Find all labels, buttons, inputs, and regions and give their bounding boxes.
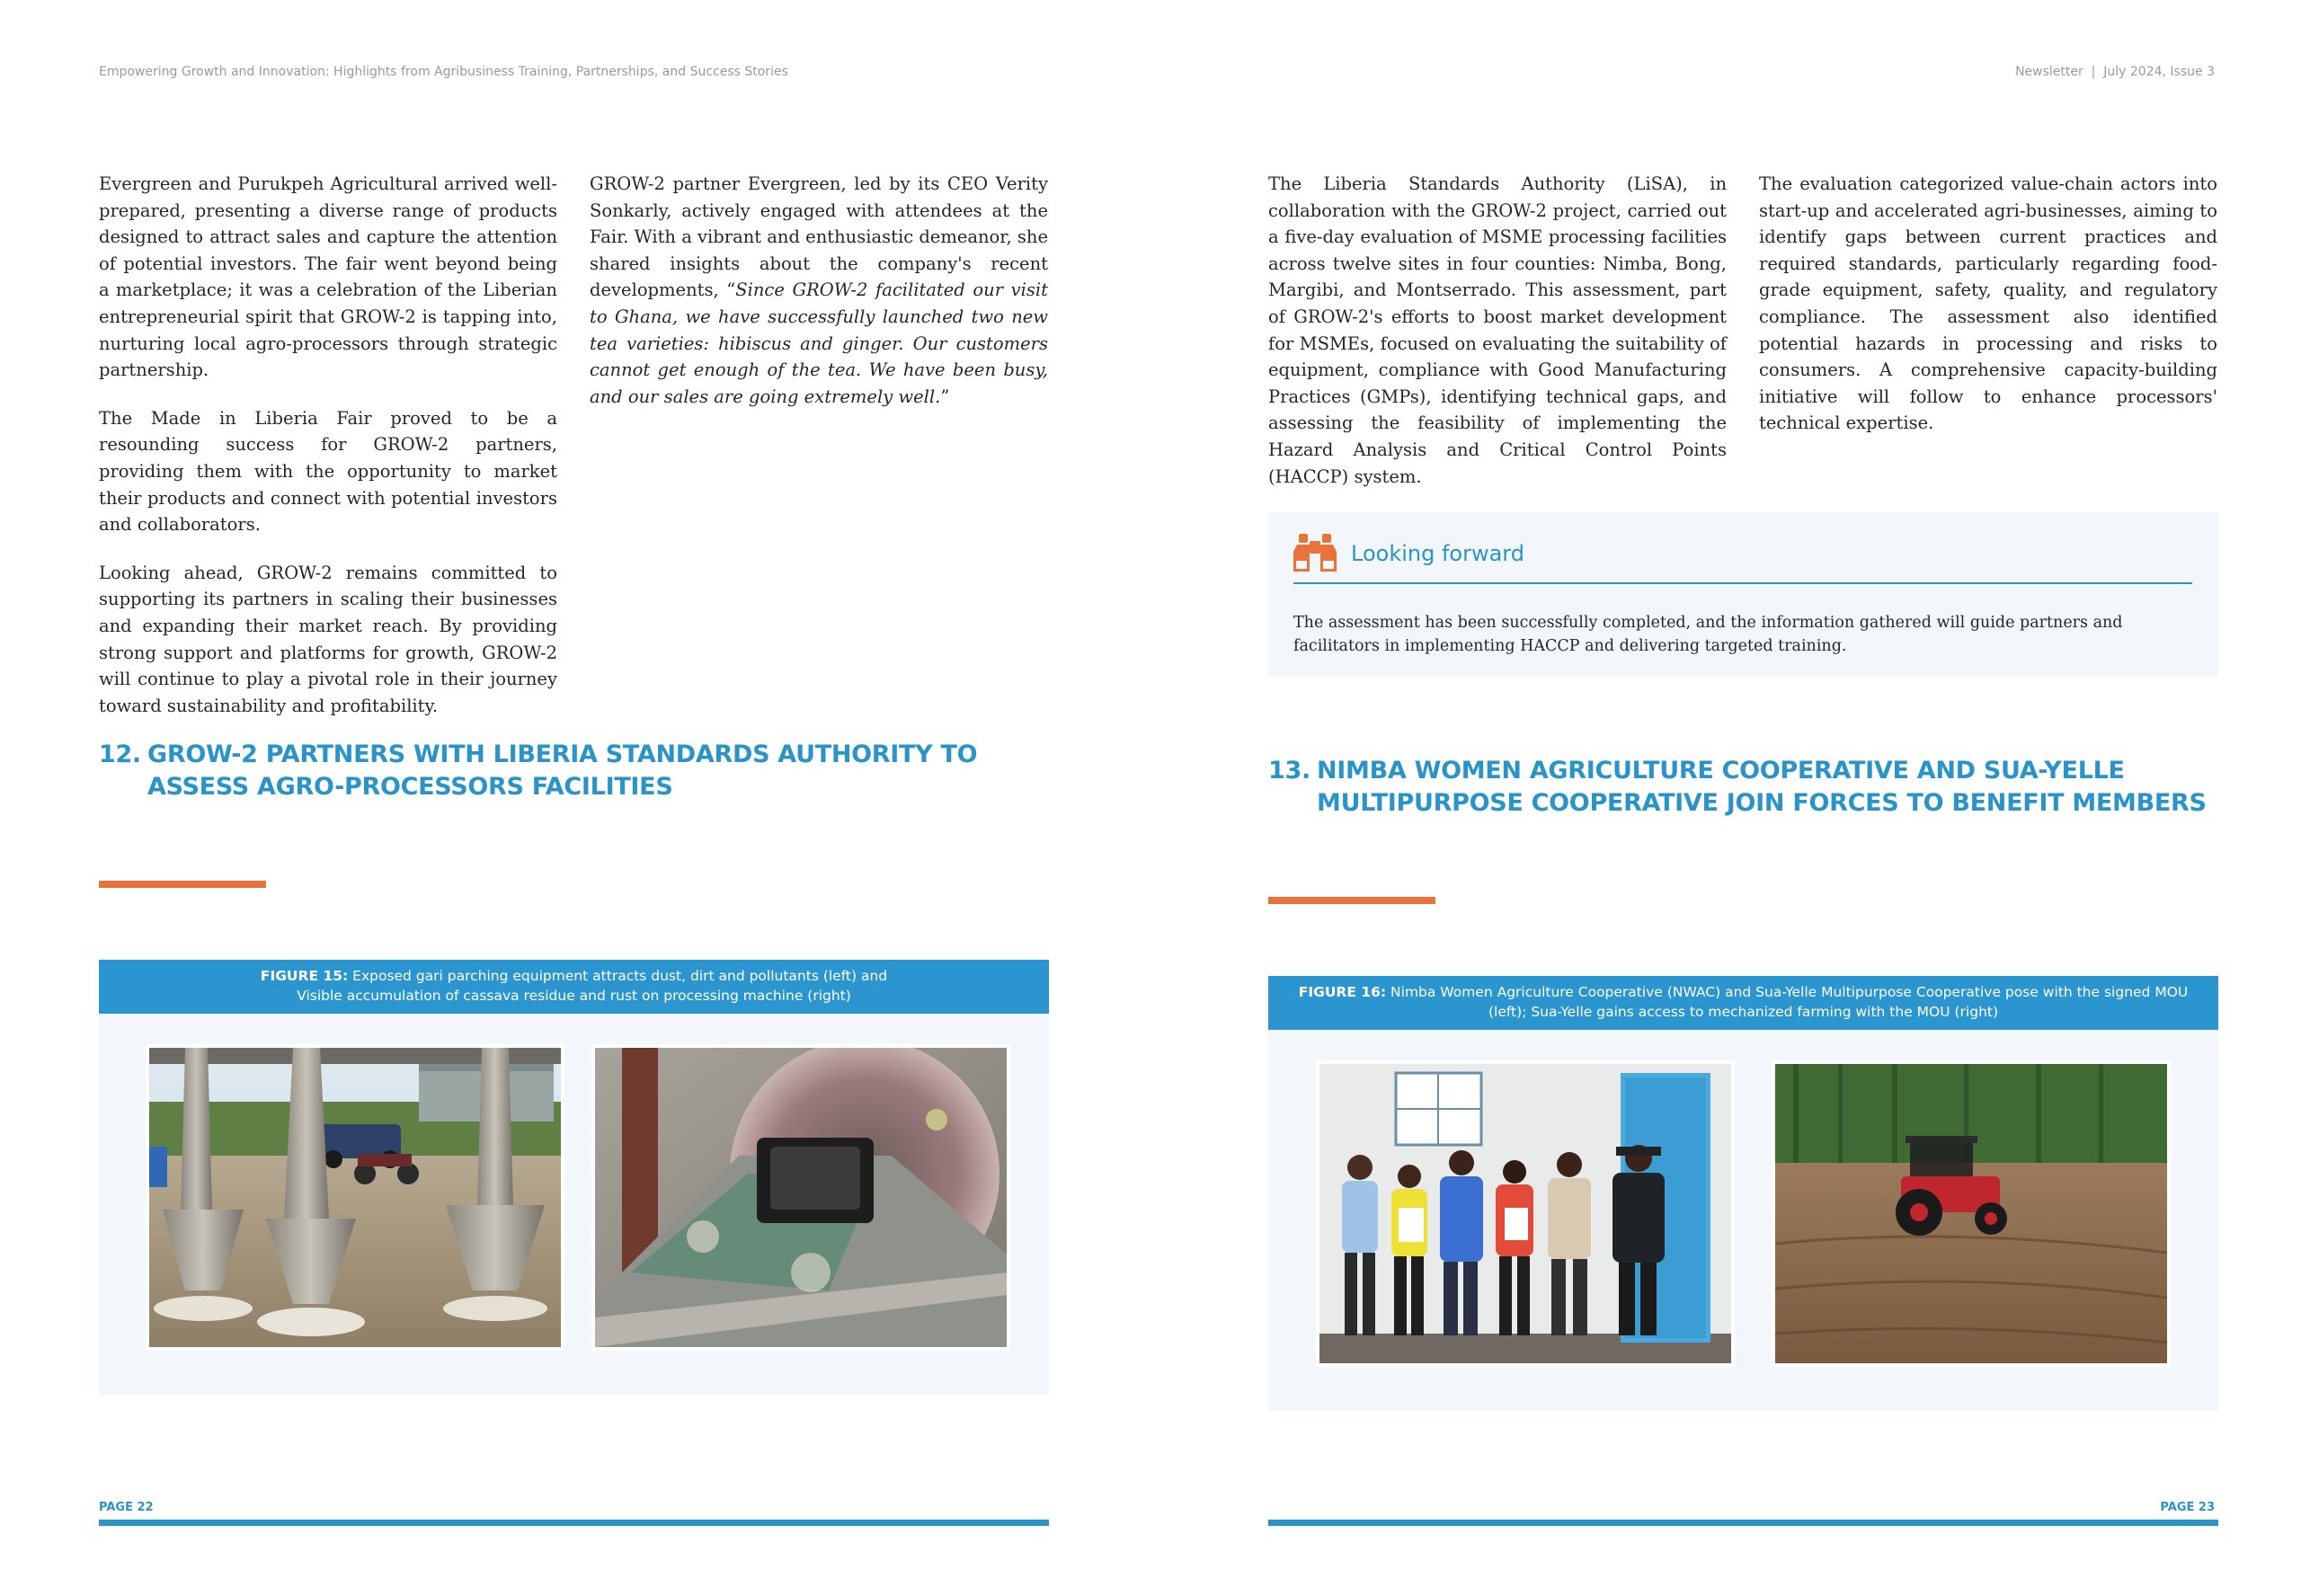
- callout-text: The assessment has been successfully completed, and the information gathered will guide partners and facilitators in implementing HACCP and delivering targeted training.: [1293, 614, 2123, 655]
- binoculars-icon: [1293, 534, 1337, 577]
- right-column-1: [1268, 171, 1727, 511]
- figure-label: FIGURE 16:: [1298, 984, 1387, 1000]
- callout-title: Looking forward: [1351, 541, 1524, 566]
- photo-gari-parching-equipment: [146, 1044, 564, 1351]
- figure-caption: [99, 960, 1049, 1014]
- caption-line-2: Visible accumulation of cassava residue and rust on processing machine (right): [297, 988, 851, 1004]
- running-header: Empowering Growth and Innovation: Highlights from Agribusiness Training, Partnerships, and Success Stories: [99, 65, 788, 79]
- page-number: PAGE 23: [2160, 1501, 2215, 1514]
- figure-16: [1268, 976, 2218, 1411]
- running-header: Newsletter | July 2024, Issue 3: [2015, 65, 2215, 79]
- footer-bar: [1268, 1520, 2218, 1526]
- left-column-1: [99, 171, 557, 740]
- accent-bar: [1268, 897, 1435, 904]
- right-column-2: [1759, 171, 2217, 458]
- section-heading-12: [99, 739, 1025, 803]
- paragraph: The evaluation categorized value-chain actors into start-up and accelerated agri-businesses, aiming to identify gaps between current practices and required standards, particularly regarding food-grade equipment, safety, quality, and regulatory compliance. The assessment also identified potential hazards in processing and risks to consumers. A comprehensive capacity-building initiative will follow to enhance processors' technical expertise.: [1759, 173, 2217, 434]
- figure-15: [99, 960, 1049, 1395]
- page-23: [1150, 0, 2301, 1596]
- figure-caption: [1268, 976, 2218, 1030]
- page-22: [0, 0, 1150, 1596]
- caption-line-1: FIGURE 15: Exposed gari parching equipment attracts dust, dirt and pollutants (left) and: [260, 968, 888, 984]
- caption-line-1: FIGURE 16: Nimba Women Agriculture Cooperative (NWAC) and Sua-Yelle Multipurpose Cooperative pose with the signed MOU: [1298, 984, 2189, 1000]
- looking-forward-callout: [1268, 512, 2218, 677]
- section-number: 13.: [1268, 757, 1310, 785]
- ceo-quote: Since GROW-2 facilitated our visit to Ghana, we have successfully launched two new tea varieties: hibiscus and ginger. Our customers cannot get enough of the tea. We have been busy, and our sales are going extremely well.: [590, 279, 1048, 407]
- section-title: GROW-2 PARTNERS WITH LIBERIA STANDARDS AUTHORITY TO ASSESS AGRO-PROCESSORS FACILITIES: [147, 740, 978, 801]
- paragraph: The Made in Liberia Fair proved to be a resounding success for GROW-2 partners, providing them with the opportunity to market their products and connect with potential investors and collaborators.: [99, 407, 557, 536]
- photo-group-signed-mou: [1316, 1060, 1735, 1367]
- section-number: 12.: [99, 740, 141, 768]
- paragraph: Evergreen and Purukpeh Agricultural arrived well-prepared, presenting a diverse range of products designed to attract sales and capture the attention of potential investors. The fair went beyond being a marketplace; it was a celebration of the Liberian entrepreneurial spirit that GROW-2 is tapping into, nurturing local agro-processors through strategic partnership.: [99, 173, 557, 381]
- paragraph: Looking ahead, GROW-2 remains committed to supporting its partners in scaling their businesses and expanding their market reach. By providing strong support and platforms for growth, GROW-2 will continue to play a pivotal role in their journey toward sustainability and profitability.: [99, 562, 557, 716]
- photo-tractor-field: [1772, 1060, 2171, 1367]
- section-title: NIMBA WOMEN AGRICULTURE COOPERATIVE AND SUA-YELLE MULTIPURPOSE COOPERATIVE JOIN FORCES TO BENEFIT MEMBERS: [1317, 757, 2207, 817]
- accent-bar: [99, 881, 266, 888]
- quote-intro: GROW-2 partner Evergreen, led by its CEO Verity Sonkarly, actively engaged with attendees at the Fair. With a vibrant and enthusiastic demeanor, she shared insights about the company's recent developments, “: [590, 173, 1048, 301]
- section-heading-13: [1268, 755, 2218, 820]
- quote-paragraph: [590, 171, 1048, 410]
- footer-bar: [99, 1520, 1049, 1526]
- photo-rusty-processing-machine: [591, 1044, 1010, 1351]
- paragraph: The Liberia Standards Authority (LiSA), in collaboration with the GROW-2 project, carried out a five-day evaluation of MSME processing facilities across twelve sites in four counties: Nimba, Bong, Margibi, and Montserrado. This assessment, part of GROW-2's efforts to boost market development for MSMEs, focused on evaluating the suitability of equipment, compliance with Good Manufacturing Practices (GMPs), identifying technical gaps, and assessing the feasibility of implementing the Hazard Analysis and Critical Control Points (HACCP) system.: [1268, 173, 1727, 487]
- page-number: PAGE 22: [99, 1501, 154, 1514]
- quote-close: ”: [940, 386, 950, 407]
- figure-label: FIGURE 15:: [260, 968, 349, 984]
- caption-line-2: (left); Sua-Yelle gains access to mechanized farming with the MOU (right): [1488, 1004, 1999, 1020]
- callout-divider: [1293, 582, 2192, 584]
- left-column-2: [590, 171, 1048, 431]
